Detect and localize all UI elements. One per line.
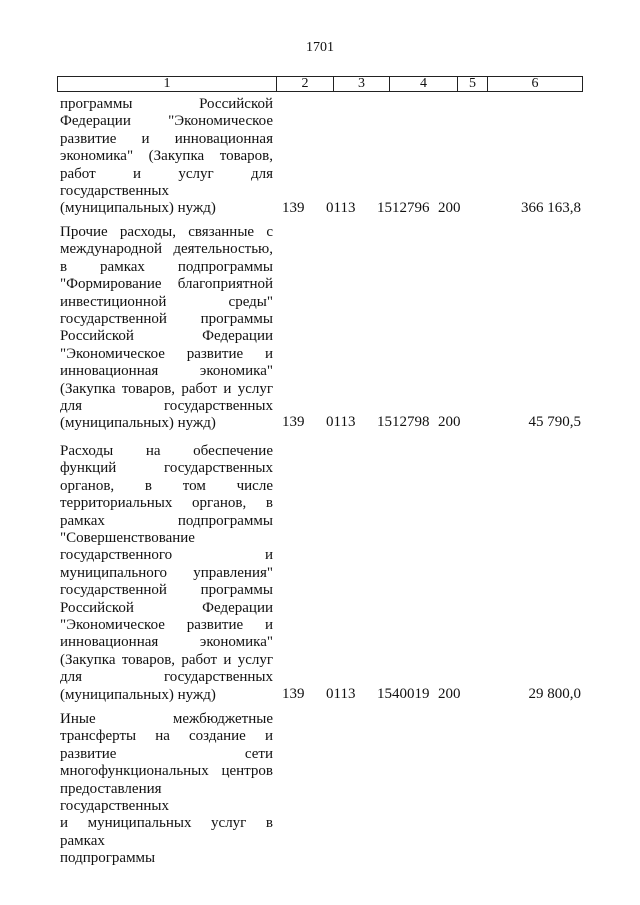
target-code: 1512796 [377,200,430,216]
section-code: 0113 [326,686,356,702]
description-line: в рамках подпрограммы [60,258,273,275]
description-line: для государственных [60,669,273,686]
description-line: Расходы на обеспечение [60,443,273,459]
description-line: территориальных органов, в [60,495,273,512]
description-line: инновационная экономика" [60,634,273,651]
section-code: 0113 [326,200,356,216]
column-header-3: 3 [334,77,390,91]
row-description [60,711,273,868]
column-header-1: 1 [58,77,277,91]
target-code: 1512798 [377,414,430,430]
description-line: "Экономическое развитие и [60,345,273,362]
description-line: трансферты на создание и [60,728,273,745]
description-line: инновационная экономика" [60,363,273,380]
description-line: работ и услуг для [60,165,273,182]
description-line: развитие и инновационная [60,130,273,147]
expense-type-code: 200 [438,686,461,702]
expense-type-code: 200 [438,414,461,430]
description-line: и муниципальных услуг в рамках [60,815,273,849]
description-line: экономика" (Закупка товаров, [60,148,273,165]
description-line: государственной программы [60,582,273,599]
description-line: (муниципальных) нужд) [60,686,216,703]
description-line: (муниципальных) нужд) [60,415,216,432]
expense-type-code: 200 [438,200,461,216]
description-line: государственной программы [60,311,273,328]
description-line: органов, в том числе [60,477,273,494]
description-line: функций государственных [60,460,273,477]
description-line: инвестиционной среды" [60,293,273,310]
section-code: 0113 [326,414,356,430]
description-line: Российской Федерации [60,599,273,616]
row-description [60,224,273,433]
description-line: развитие сети [60,745,273,762]
column-header-4: 4 [390,77,458,91]
description-line: муниципального управления" [60,564,273,581]
page-number: 1701 [306,40,334,55]
description-line: "Совершенствование [60,530,195,547]
description-line: Иные межбюджетные [60,711,273,727]
description-line: программы Российской [60,96,273,112]
description-line: Российской Федерации [60,328,273,345]
ministry-code: 139 [282,414,305,430]
amount: 366 163,8 [521,200,581,216]
amount: 45 790,5 [528,414,581,430]
description-line: Прочие расходы, связанные с [60,224,273,240]
description-line: государственного и [60,547,273,564]
description-line: Федерации "Экономическое [60,113,273,130]
description-line: (Закупка товаров, работ и услуг [60,651,273,668]
amount: 29 800,0 [528,686,581,702]
description-line: многофункциональных центров [60,763,273,780]
column-header-2: 2 [277,77,334,91]
column-header-6: 6 [531,76,539,91]
description-line: государственных [60,183,169,200]
target-code: 1540019 [377,686,430,702]
table-header [57,76,583,92]
description-line: предоставления государственных [60,780,169,815]
ministry-code: 139 [282,686,305,702]
description-line: (муниципальных) нужд) [60,200,216,217]
description-line: подпрограммы [60,850,156,867]
description-line: рамках подпрограммы [60,512,273,529]
column-header-5: 5 [458,77,488,91]
row-description [60,443,273,704]
description-line: "Формирование благоприятной [60,276,273,293]
description-line: (Закупка товаров, работ и услуг [60,380,273,397]
row-description [60,96,273,218]
description-line: для государственных [60,398,273,415]
ministry-code: 139 [282,200,305,216]
description-line: международной деятельностью, [60,241,273,258]
description-line: "Экономическое развитие и [60,617,273,634]
